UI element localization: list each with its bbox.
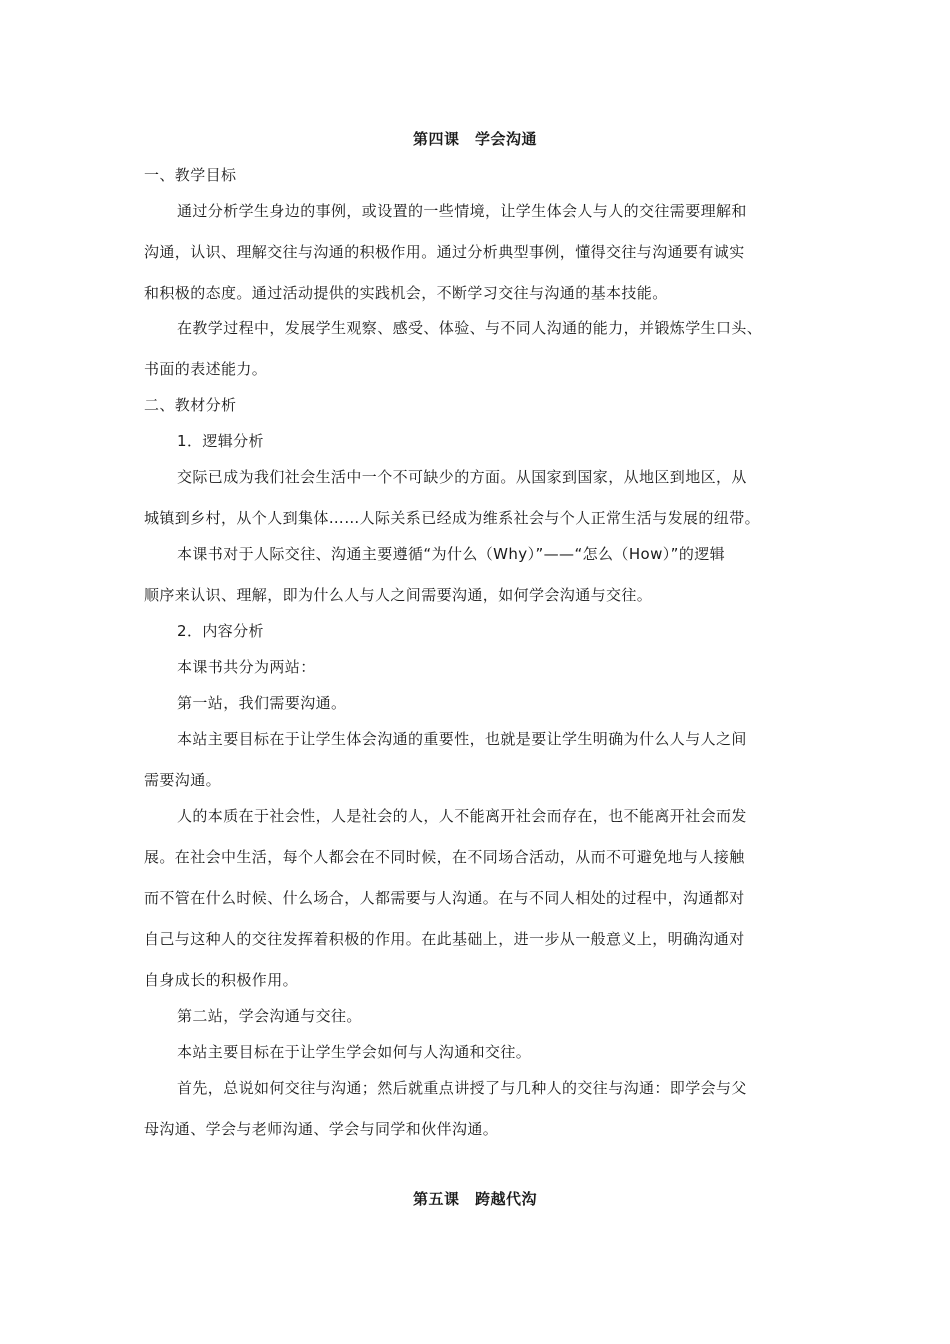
paragraph-line: 城镇到乡村，从个人到集体……人际关系已经成为维系社会与个人正常生活与发展的纽带。 bbox=[144, 509, 761, 527]
section-heading-teaching-goals: 一、教学目标 bbox=[144, 166, 237, 184]
paragraph-line: 展。在社会中生活，每个人都会在不同时候，在不同场合活动，从而不可避免地与人接触 bbox=[144, 848, 745, 866]
paragraph-line: 首先，总说如何交往与沟通；然后就重点讲授了与几种人的交往与沟通：即学会与父 bbox=[177, 1079, 747, 1097]
subsection-heading-content: 2．内容分析 bbox=[177, 622, 264, 640]
paragraph-line: 沟通，认识、理解交往与沟通的积极作用。通过分析典型事例，懂得交往与沟通要有诚实 bbox=[144, 243, 745, 261]
paragraph-line: 书面的表述能力。 bbox=[144, 360, 268, 378]
paragraph-line: 顺序来认识、理解，即为什么人与人之间需要沟通，如何学会沟通与交往。 bbox=[144, 586, 653, 604]
paragraph-line: 自己与这种人的交往发挥着积极的作用。在此基础上，进一步从一般意义上，明确沟通对 bbox=[144, 930, 745, 948]
paragraph-line: 第一站，我们需要沟通。 bbox=[177, 694, 347, 712]
paragraph-line: 而不管在什么时候、什么场合，人都需要与人沟通。在与不同人相处的过程中，沟通都对 bbox=[144, 889, 745, 907]
next-lesson-title: 第五课 跨越代沟 bbox=[412, 1190, 537, 1208]
paragraph-line: 本课书对于人际交往、沟通主要遵循“为什么（Why）”——“怎么（How）”的逻辑 bbox=[177, 545, 726, 563]
paragraph-line: 第二站，学会沟通与交往。 bbox=[177, 1007, 362, 1025]
paragraph-line: 和积极的态度。通过活动提供的实践机会，不断学习交往与沟通的基本技能。 bbox=[144, 284, 668, 302]
subsection-heading-logic: 1．逻辑分析 bbox=[177, 432, 264, 450]
section-heading-material-analysis: 二、教材分析 bbox=[144, 396, 237, 414]
paragraph-line: 自身成长的积极作用。 bbox=[144, 971, 299, 989]
paragraph-line: 本课书共分为两站： bbox=[177, 658, 316, 676]
paragraph-line: 母沟通、学会与老师沟通、学会与同学和伙伴沟通。 bbox=[144, 1120, 499, 1138]
paragraph-line: 本站主要目标在于让学生体会沟通的重要性，也就是要让学生明确为什么人与人之间 bbox=[177, 730, 747, 748]
paragraph-line: 在教学过程中，发展学生观察、感受、体验、与不同人沟通的能力，并锻炼学生口头、 bbox=[177, 319, 763, 337]
paragraph-line: 通过分析学生身边的事例，或设置的一些情境，让学生体会人与人的交往需要理解和 bbox=[177, 202, 747, 220]
paragraph-line: 需要沟通。 bbox=[144, 771, 222, 789]
paragraph-line: 本站主要目标在于让学生学会如何与人沟通和交往。 bbox=[177, 1043, 532, 1061]
lesson-title: 第四课 学会沟通 bbox=[412, 130, 537, 148]
paragraph-line: 交际已成为我们社会生活中一个不可缺少的方面。从国家到国家，从地区到地区，从 bbox=[177, 468, 747, 486]
paragraph-line: 人的本质在于社会性，人是社会的人，人不能离开社会而存在，也不能离开社会而发 bbox=[177, 807, 747, 825]
